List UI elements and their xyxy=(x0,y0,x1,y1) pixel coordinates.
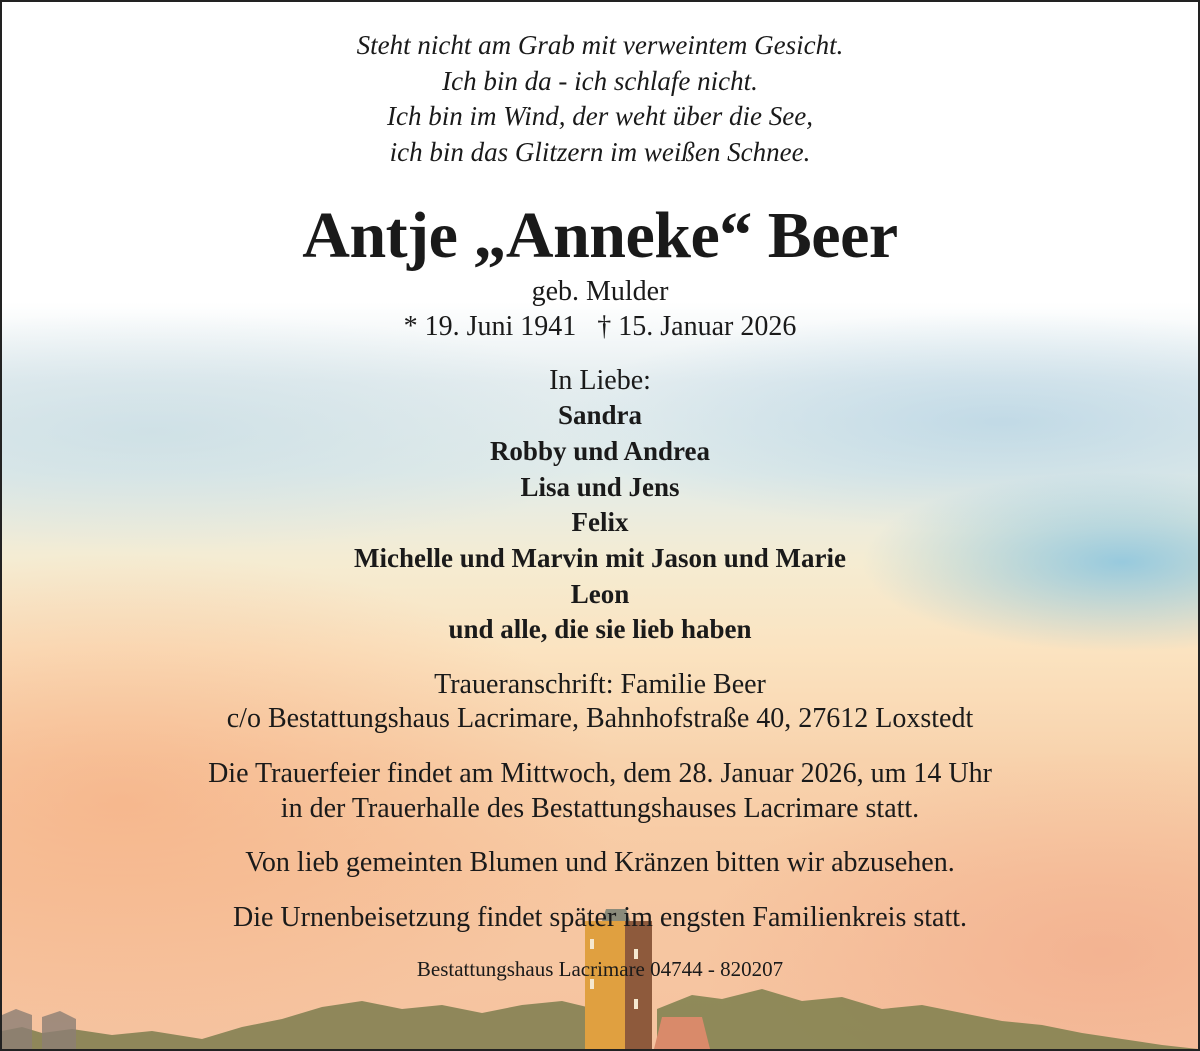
flowers-note: Von lieb gemeinten Blumen und Kränzen bitten wir abzusehen. xyxy=(245,847,955,878)
mourner: Michelle und Marvin mit Jason und Marie xyxy=(354,543,846,573)
mourner: und alle, die sie lieb haben xyxy=(448,614,752,644)
funeral-home-contact: Bestattungshaus Lacrimare 04744 - 820207 xyxy=(416,957,784,981)
mourner: Sandra xyxy=(557,400,643,430)
mourner: Leon xyxy=(570,579,630,609)
mourner: Lisa und Jens xyxy=(520,472,680,502)
burial-note: Die Urnenbeisetzung findet später im engsten Familienkreis statt. xyxy=(232,902,968,933)
ceremony-location: in der Trauerhalle des Bestattungshauses Lacrimare statt. xyxy=(280,793,920,824)
mourner: Robby und Andrea xyxy=(489,436,711,466)
maiden-name: geb. Mulder xyxy=(531,276,669,307)
poem-line: Ich bin da - ich schlafe nicht. xyxy=(442,66,758,96)
life-dates: * 19. Juni 1941 † 15. Januar 2026 xyxy=(403,311,797,342)
poem-line: Ich bin im Wind, der weht über die See, xyxy=(387,101,813,131)
mourner: Felix xyxy=(571,507,629,537)
mourners-intro: In Liebe: xyxy=(549,365,651,396)
poem-line: ich bin das Glitzern im weißen Schnee. xyxy=(389,137,811,167)
mourning-address-label: Traueranschrift: Familie Beer xyxy=(434,669,766,700)
deceased-name: Antje „Anneke“ Beer xyxy=(302,199,898,272)
mourning-address: c/o Bestattungshaus Lacrimare, Bahnhofstraße 40, 27612 Loxstedt xyxy=(226,703,974,734)
poem-line: Steht nicht am Grab mit verweintem Gesicht. xyxy=(356,30,844,60)
ceremony-info: Die Trauerfeier findet am Mittwoch, dem 28. Januar 2026, um 14 Uhr xyxy=(208,758,992,789)
